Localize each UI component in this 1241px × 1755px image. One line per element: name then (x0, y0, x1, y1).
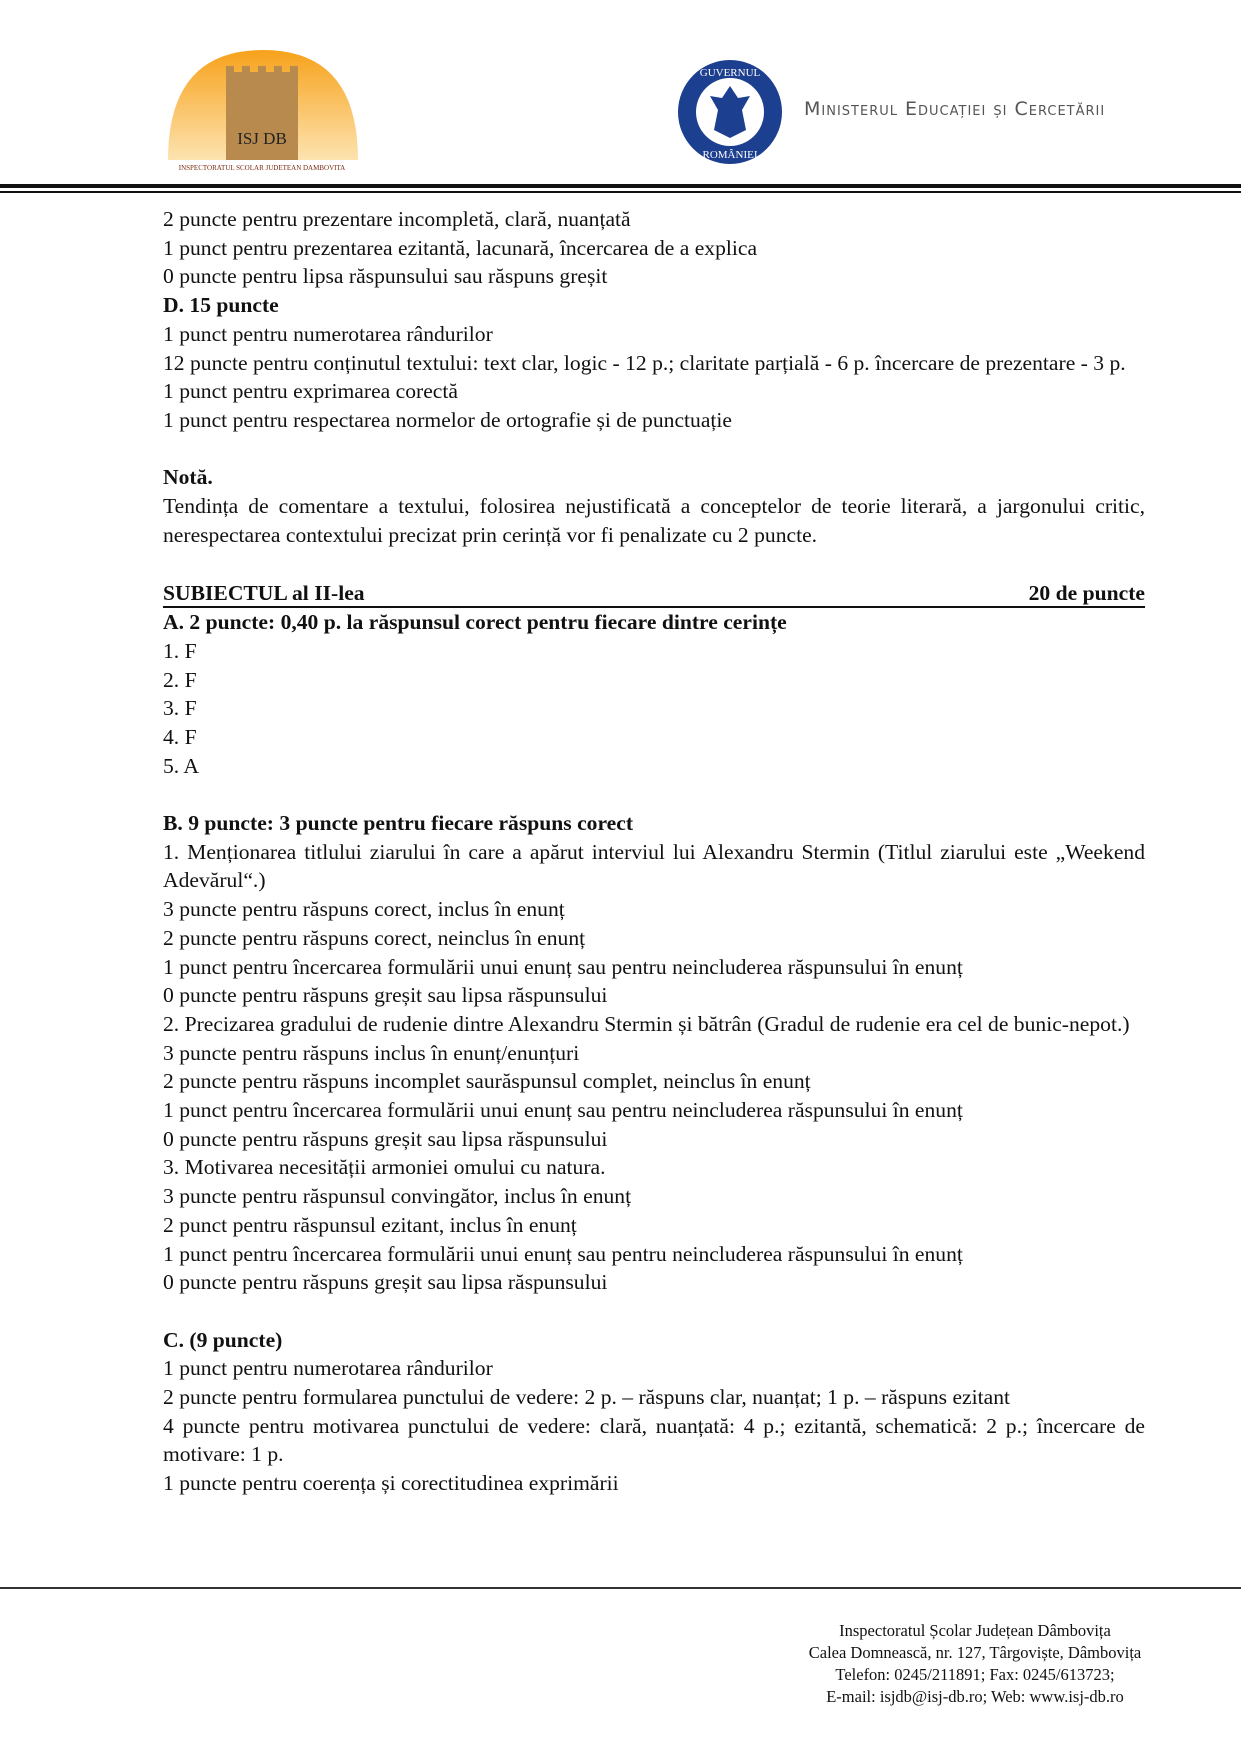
svg-text:ISJ DB: ISJ DB (237, 129, 287, 148)
text-line: 2 puncte pentru prezentare incompletă, clară, nuanțată (163, 207, 631, 231)
text-line: 1 puncte pentru coerența și corectitudinea exprimării (163, 1471, 619, 1496)
section-heading: D. 15 puncte (163, 293, 279, 318)
text-line: 3 puncte pentru răspuns corect, inclus în enunț (163, 897, 565, 922)
section-heading: Notă. (163, 465, 213, 490)
text-line: 3. Motivarea necesității armoniei omului cu natura. (163, 1155, 606, 1180)
section-heading: A. 2 puncte: 0,40 p. la răspunsul corect pentru fiecare dintre cerințe (163, 610, 787, 635)
government-seal (676, 58, 784, 166)
text-line: 0 puncte pentru răspuns greșit sau lipsa răspunsului (163, 1270, 608, 1295)
text-line: 3 puncte pentru răspuns inclus în enunț/enunțuri (163, 1040, 580, 1065)
subject-title: SUBIECTUL al II-lea (163, 581, 365, 606)
svg-text:INSPECTORATUL SCOLAR JUDETEAN: INSPECTORATUL SCOLAR JUDETEAN DAMBOVITA (178, 164, 346, 172)
text-line: 1 punct pentru respectarea normelor de ortografie și de punctuație (163, 407, 732, 432)
subject-points: 20 de puncte (1028, 581, 1145, 606)
blank-line (163, 780, 1145, 809)
blank-line (163, 549, 1145, 578)
isj-db-logo (166, 50, 360, 174)
text-line: 1 punct pentru încercarea formulării unui enunț sau pentru neincluderea răspunsului în enunț (163, 954, 963, 979)
text-line: Tendința de comentare a textului, folosirea nejustificată a conceptelor de teorie literară, a jargonului critic, nerespectarea contextului precizat prin cerință vor fi penalizate cu 2 puncte. (163, 494, 1145, 547)
svg-text:ROMÂNIEI: ROMÂNIEI (702, 149, 758, 161)
text-line: 12 puncte pentru conținutul textului: text clar, logic - 12 p.; claritate parțială - 6 p. încercare de prezentare - 3 p. (163, 350, 1126, 375)
text-line: 2 puncte pentru răspuns corect, neinclus în enunț (163, 925, 586, 950)
subject-heading (163, 581, 1145, 608)
text-line: 1 punct pentru încercarea formulării unui enunț sau pentru neincluderea răspunsului în enunț (163, 1098, 963, 1123)
text-line: 3. F (163, 696, 197, 721)
text-line: 1 punct pentru numerotarea rândurilor (163, 1356, 493, 1381)
text-line: 1 punct pentru numerotarea rândurilor (163, 321, 493, 346)
text-line: 2 puncte pentru formularea punctului de vedere: 2 p. – răspuns clar, nuanțat; 1 p. – răspuns ezitant (163, 1385, 1011, 1410)
text-line: 3 puncte pentru răspunsul convingător, inclus în enunț (163, 1184, 632, 1209)
text-line: 2. Precizarea gradului de rudenie dintre Alexandru Stermin și bătrân (Gradul de rudenie era cel de bunic-nepot.) (163, 1011, 1130, 1036)
text-line: 0 puncte pentru răspuns greșit sau lipsa răspunsului (163, 1126, 608, 1151)
text-line: 2 punct pentru răspunsul ezitant, inclus în enunț (163, 1212, 577, 1237)
text-line: 5. A (163, 753, 199, 778)
text-line: 0 puncte pentru răspuns greșit sau lipsa răspunsului (163, 983, 608, 1008)
footer-rule (0, 1587, 1241, 1589)
footer-institution: Inspectoratul Școlar Județean Dâmbovița (839, 1621, 1111, 1640)
text-line: 2. F (163, 667, 197, 692)
text-line: 4. F (163, 724, 197, 749)
blank-line (163, 435, 1145, 464)
text-line: 1. Menționarea titlului ziarului în care a apărut interviul lui Alexandru Stermin (Titlul ziarului este „Weekend Adevărul“.) (163, 839, 1145, 893)
text-line: 1. F (163, 638, 197, 663)
blank-line (163, 1297, 1145, 1326)
document-body (163, 205, 1145, 1498)
section-heading: C. (9 puncte) (163, 1327, 283, 1352)
text-line: 1 punct pentru încercarea formulării unui enunț sau pentru neincluderea răspunsului în enunț (163, 1241, 963, 1266)
footer-address-line: Calea Domnească, nr. 127, Târgoviște, Dâmbovița (808, 1643, 1142, 1662)
footer-phone: Telefon: 0245/211891; Fax: 0245/613723; (835, 1665, 1115, 1684)
svg-text:GUVERNUL: GUVERNUL (699, 67, 761, 79)
text-line: 4 puncte pentru motivarea punctului de vedere: clară, nuanțată: 4 p.; ezitantă, schematică: 2 p.; încercare de motivare: 1 p. (163, 1413, 1145, 1467)
ministry-name: Ministerul Educației și Cercetării (804, 98, 1106, 120)
footer-address (760, 1620, 1190, 1708)
section-heading: B. 9 puncte: 3 puncte pentru fiecare răspuns corect (163, 811, 634, 836)
text-line: 1 punct pentru prezentarea ezitantă, lacunară, încercarea de a explica (163, 235, 758, 260)
text-line: 1 punct pentru exprimarea corectă (163, 379, 458, 404)
header-rule-thin (0, 191, 1241, 193)
text-line: 0 puncte pentru lipsa răspunsului sau răspuns greșit (163, 264, 608, 289)
header-rule (0, 184, 1241, 188)
text-line: 2 puncte pentru răspuns incomplet saurăspunsul complet, neinclus în enunț (163, 1069, 811, 1094)
footer-contact: E-mail: isjdb@isj-db.ro; Web: www.isj-db.ro (826, 1687, 1124, 1706)
